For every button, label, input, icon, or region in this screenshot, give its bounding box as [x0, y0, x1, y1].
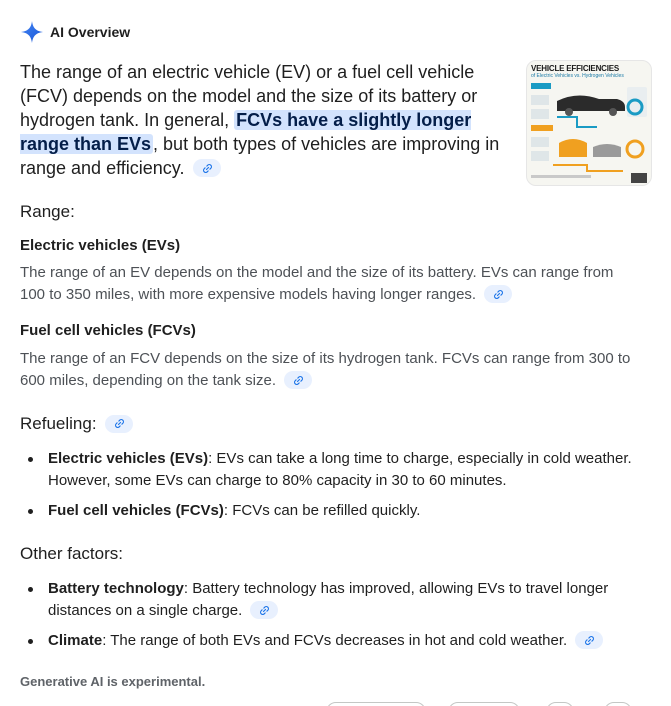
- ai-overview-title: AI Overview: [50, 24, 131, 40]
- range-ev-heading: Electric vehicles (EVs): [20, 237, 181, 254]
- list-item: [20, 578, 650, 622]
- overview-summary: [20, 60, 516, 180]
- link-icon: [584, 635, 595, 646]
- experimental-note: Generative AI is experimental.: [20, 674, 206, 689]
- other-factors-heading: Other factors:: [20, 544, 123, 563]
- source-link-button[interactable]: [105, 415, 133, 433]
- thumbnail-title: VEHICLE EFFICIENCIES: [531, 64, 620, 73]
- range-fcv-body: The range of an FCV depends on the size of its hydrogen tank. FCVs can range from 300 to 600 miles, depending on the tank size.: [20, 350, 631, 389]
- range-fcv-heading: Fuel cell vehicles (FCVs): [20, 322, 196, 339]
- source-link-button[interactable]: [250, 601, 278, 619]
- source-link-button[interactable]: [575, 631, 603, 649]
- link-icon: [202, 163, 213, 174]
- thumbnail-subtitle: of Electric Vehicles vs. Hydrogen Vehicles: [531, 73, 624, 79]
- list-item-text: : Battery technology has improved, allowing EVs to travel longer distances on a single charge.: [48, 580, 609, 619]
- link-icon: [114, 418, 125, 429]
- list-item-label: Fuel cell vehicles (FCVs): [48, 502, 224, 519]
- list-item: [20, 630, 650, 652]
- thumbs-down-button[interactable]: [604, 702, 632, 706]
- list-item-label: Climate: [48, 632, 103, 649]
- source-link-button[interactable]: [193, 159, 221, 177]
- list-item-label: Battery technology: [48, 580, 184, 597]
- link-icon: [259, 605, 270, 616]
- range-ev-text: [20, 262, 640, 306]
- show-more-button[interactable]: [448, 702, 520, 706]
- summary-text-end: , but both types of vehicles are improving in range and efficiency.: [20, 134, 500, 178]
- summary-text-start: The range of an electric vehicle (EV) or a fuel cell vehicle (FCV) depends on the model and the size of its battery or hydrogen tank. In general,: [20, 62, 478, 130]
- link-icon: [293, 375, 304, 386]
- list-item: [20, 448, 650, 492]
- range-fcv-text: [20, 348, 640, 392]
- thumbs-up-button[interactable]: [546, 702, 574, 706]
- list-item: [20, 500, 650, 522]
- range-heading: Range:: [20, 202, 75, 221]
- list-item-text: : The range of both EVs and FCVs decreases in hot and cold weather.: [102, 632, 568, 649]
- sparkle-icon: [20, 20, 44, 44]
- other-factors-list: [20, 578, 650, 660]
- source-link-button[interactable]: [484, 285, 512, 303]
- link-icon: [493, 289, 504, 300]
- feedback-button[interactable]: [326, 702, 426, 706]
- infographic-thumbnail[interactable]: [526, 60, 652, 186]
- refueling-heading: [20, 414, 133, 434]
- list-item-text: : FCVs can be refilled quickly.: [223, 502, 421, 519]
- source-link-button[interactable]: [284, 371, 312, 389]
- refueling-heading-label: Refueling:: [20, 414, 97, 433]
- range-ev-body: The range of an EV depends on the model and the size of its battery. EVs can range from 100 to 350 miles, with more expensive models having longer ranges.: [20, 264, 614, 303]
- list-item-text: : EVs can take a long time to charge, especially in cold weather. However, some EVs can charge to 80% capacity in 30 to 60 minutes.: [48, 450, 632, 489]
- refueling-list: [20, 448, 650, 530]
- list-item-label: Electric vehicles (EVs): [48, 450, 209, 467]
- infographic-image: [527, 61, 652, 186]
- ai-overview-header: [20, 20, 130, 44]
- summary-highlight: FCVs have a slightly longer range than EVs: [20, 110, 472, 154]
